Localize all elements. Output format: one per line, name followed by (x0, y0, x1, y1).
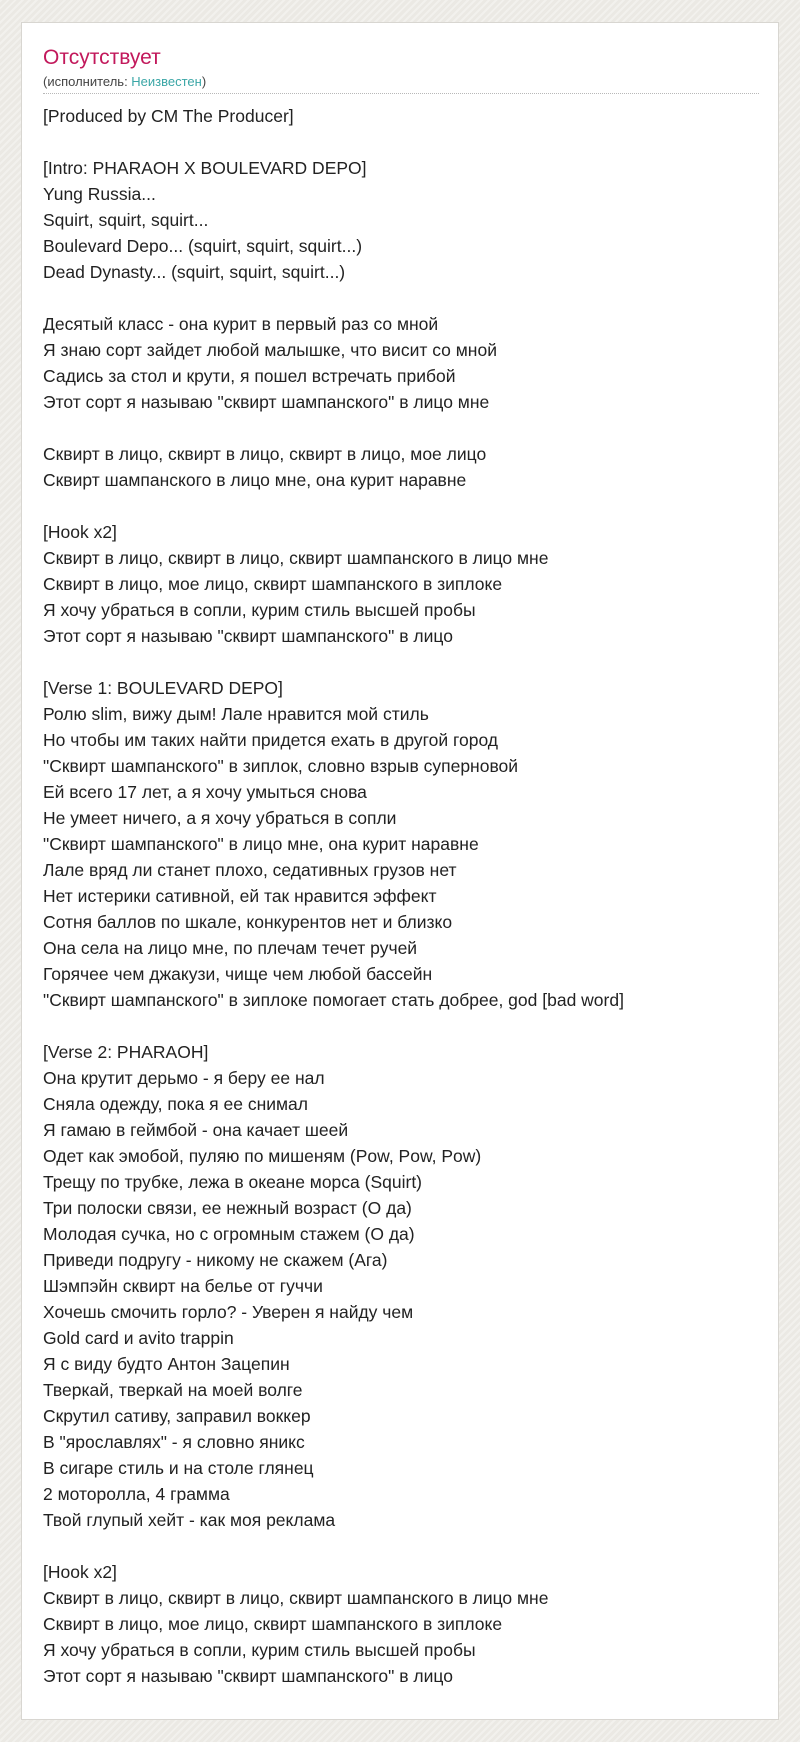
lyrics-line: Нет истерики сативной, ей так нравится эффект (43, 886, 437, 906)
lyrics-line: Шэмпэйн сквирт на белье от гуччи (43, 1276, 323, 1296)
artist-line (43, 74, 206, 90)
lyrics-line: "Сквирт шампанского" в лицо мне, она курит наравне (43, 834, 479, 854)
lyrics-line: Gold card и avito trappin (43, 1328, 234, 1348)
lyrics-body (43, 103, 759, 1689)
title-separator (43, 93, 759, 94)
song-title: Отсутствует (43, 46, 161, 69)
artist-suffix: ) (201, 74, 207, 89)
lyrics-line: Молодая сучка, но с огромным стажем (О да) (43, 1224, 415, 1244)
lyrics-line: Сняла одежду, пока я ее снимал (43, 1094, 308, 1114)
lyrics-line: Я с виду будто Антон Зацепин (43, 1354, 290, 1374)
lyrics-line: Этот сорт я называю "сквирт шампанского" в лицо мне (43, 392, 490, 412)
lyrics-blank-line (43, 493, 759, 519)
lyrics-blank-line (43, 129, 759, 155)
lyrics-line: Я гамаю в геймбой - она качает шеей (43, 1120, 349, 1140)
lyrics-line: [Produced by CM The Producer] (43, 106, 294, 126)
lyrics-line: Я знаю сорт зайдет любой малышке, что висит со мной (43, 340, 497, 360)
lyrics-card (21, 22, 779, 1720)
lyrics-line: Лале вряд ли станет плохо, седативных грузов нет (43, 860, 457, 880)
lyrics-line: Я хочу убраться в сопли, курим стиль высшей пробы (43, 600, 476, 620)
lyrics-line: В "ярославлях" - я словно яникс (43, 1432, 305, 1452)
lyrics-line: Но чтобы им таких найти придется ехать в другой город (43, 730, 498, 750)
lyrics-line: Одет как эмобой, пуляю по мишеням (Pow, Pow, Pow) (43, 1146, 482, 1166)
lyrics-line: Сквирт шампанского в лицо мне, она курит наравне (43, 470, 467, 490)
lyrics-blank-line (43, 1013, 759, 1039)
lyrics-line: Скрутил сативу, заправил воккер (43, 1406, 311, 1426)
lyrics-line: В сигаре стиль и на столе глянец (43, 1458, 314, 1478)
lyrics-blank-line (43, 649, 759, 675)
lyrics-line: "Сквирт шампанского" в зиплоке помогает стать добрее, god [bad word] (43, 990, 624, 1010)
lyrics-line: [Verse 2: PHARAOH] (43, 1042, 209, 1062)
lyrics-line: Ролю slim, вижу дым! Лале нравится мой стиль (43, 704, 429, 724)
lyrics-line: Ей всего 17 лет, а я хочу умыться снова (43, 782, 367, 802)
lyrics-blank-line (43, 285, 759, 311)
lyrics-line: Этот сорт я называю "сквирт шампанского" в лицо (43, 1666, 453, 1686)
lyrics-line: Yung Russia... (43, 184, 156, 204)
lyrics-line: Сквирт в лицо, мое лицо, сквирт шампанского в зиплоке (43, 1614, 503, 1634)
lyrics-line: Сквирт в лицо, сквирт в лицо, сквирт шампанского в лицо мне (43, 548, 549, 568)
lyrics-line: Приведи подругу - никому не скажем (Ага) (43, 1250, 388, 1270)
lyrics-line: Она села на лицо мне, по плечам течет ручей (43, 938, 418, 958)
lyrics-blank-line (43, 415, 759, 441)
lyrics-blank-line (43, 1533, 759, 1559)
lyrics-line: Десятый класс - она курит в первый раз со мной (43, 314, 439, 334)
lyrics-line: Трещу по трубке, лежа в океане морса (Squirt) (43, 1172, 423, 1192)
artist-prefix: (исполнитель: (43, 74, 132, 89)
lyrics-line: Сотня баллов по шкале, конкурентов нет и близко (43, 912, 453, 932)
lyrics-line: Твой глупый хейт - как моя реклама (43, 1510, 336, 1530)
lyrics-line: "Сквирт шампанского" в зиплок, словно взрыв суперновой (43, 756, 519, 776)
lyrics-line: Не умеет ничего, а я хочу убраться в сопли (43, 808, 397, 828)
lyrics-line: Сквирт в лицо, сквирт в лицо, сквирт шампанского в лицо мне (43, 1588, 549, 1608)
lyrics-line: Сквирт в лицо, сквирт в лицо, сквирт в лицо, мое лицо (43, 444, 487, 464)
lyrics-line: [Hook x2] (43, 1562, 117, 1582)
lyrics-line: Тверкай, тверкай на моей волге (43, 1380, 303, 1400)
lyrics-line: Boulevard Depo... (squirt, squirt, squirt...) (43, 236, 363, 256)
lyrics-line: Сквирт в лицо, мое лицо, сквирт шампанского в зиплоке (43, 574, 503, 594)
lyrics-line: Три полоски связи, ее нежный возраст (О да) (43, 1198, 412, 1218)
lyrics-line: Она крутит дерьмо - я беру ее нал (43, 1068, 325, 1088)
lyrics-line: 2 моторолла, 4 грамма (43, 1484, 230, 1504)
lyrics-line: Этот сорт я называю "сквирт шампанского" в лицо (43, 626, 453, 646)
lyrics-line: Хочешь смочить горло? - Уверен я найду чем (43, 1302, 414, 1322)
lyrics-line: Dead Dynasty... (squirt, squirt, squirt...) (43, 262, 346, 282)
lyrics-line: Садись за стол и крути, я пошел встречать прибой (43, 366, 456, 386)
lyrics-line: Я хочу убраться в сопли, курим стиль высшей пробы (43, 1640, 476, 1660)
lyrics-line: [Verse 1: BOULEVARD DEPO] (43, 678, 283, 698)
lyrics-line: [Intro: PHARAOH X BOULEVARD DEPO] (43, 158, 367, 178)
lyrics-line: [Hook x2] (43, 522, 117, 542)
lyrics-line: Squirt, squirt, squirt... (43, 210, 209, 230)
lyrics-line: Горячее чем джакузи, чище чем любой бассейн (43, 964, 433, 984)
artist-link[interactable]: Неизвестен (131, 74, 202, 89)
